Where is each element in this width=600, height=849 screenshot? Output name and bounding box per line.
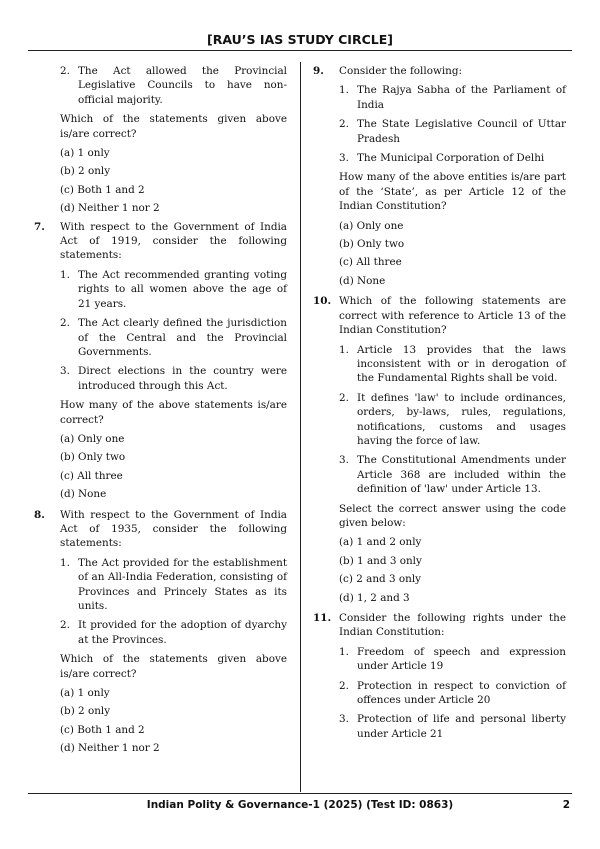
option-c: (c) Both 1 and 2 (60, 183, 145, 196)
statement-number: 1. (60, 556, 70, 569)
statement-text: Protection of life and personal liberty under Article 21 (357, 713, 566, 740)
option-a: (a) Only one (60, 432, 125, 445)
option-b: (b) Only two (339, 238, 405, 251)
question-text: Which of the following statements are correct with reference to Article 13 of the Indian Constitution? (339, 295, 566, 337)
statement-number: 2. (339, 391, 349, 404)
question-7 (34, 220, 287, 502)
statement (60, 556, 287, 614)
option-d: (d) None (339, 274, 386, 287)
question-prompt: How many of the above entities is/are part of the ‘State’, as per Article 12 of the Indian Constitution? (339, 171, 566, 213)
statement (60, 64, 287, 107)
option-b: (b) Only two (60, 451, 126, 464)
statement (60, 268, 287, 311)
statement-text: Article 13 provides that the laws inconsistent with or in derogation of the Fundamental Rights shall be void. (357, 343, 566, 385)
question-11 (313, 611, 566, 741)
statement-text: The Act recommended granting voting rights to all women above the age of 21 years. (78, 268, 287, 310)
question-prompt: How many of the above statements is/are correct? (60, 399, 287, 426)
left-column (34, 64, 287, 762)
option-b: (b) 1 and 3 only (339, 554, 422, 567)
question-prompt: Select the correct answer using the code given below: (339, 502, 566, 529)
statement-text: The Municipal Corporation of Delhi (357, 152, 545, 165)
option-a: (a) 1 only (60, 687, 110, 700)
option-d: (d) Neither 1 nor 2 (60, 202, 160, 215)
statement-text: The Rajya Sabha of the Parliament of India (357, 84, 566, 111)
statement-number: 2. (60, 65, 70, 77)
footer-rule (28, 793, 572, 794)
statement-number: 2. (339, 118, 349, 131)
statement-number: 1. (60, 268, 70, 281)
question-number: 8. (34, 508, 45, 521)
question-text: Consider the following rights under the Indian Constitution: (339, 612, 566, 639)
page-footer: Indian Polity & Governance-1 (2025) (Test ID: 0863) (146, 799, 454, 811)
statement-number: 1. (339, 343, 349, 356)
question-9 (313, 64, 566, 288)
statement-text: It provided for the adoption of dyarchy at the Provinces. (78, 619, 287, 646)
option-c: (c) Both 1 and 2 (60, 723, 145, 736)
question-prompt: Which of the statements given above is/are correct? (60, 113, 287, 140)
statement (339, 645, 566, 674)
question-10 (313, 294, 566, 605)
question-number: 10. (313, 295, 332, 308)
question-text: Consider the following: (339, 65, 463, 77)
header-rule (28, 50, 572, 51)
statement-number: 1. (339, 645, 349, 658)
page-header: [RAU’S IAS STUDY CIRCLE] (207, 32, 393, 47)
right-column (313, 64, 566, 747)
question-text: With respect to the Government of India Act of 1935, consider the following statements: (60, 508, 287, 550)
option-a: (a) 1 and 2 only (339, 536, 422, 549)
statement-number: 2. (60, 619, 70, 632)
statement (339, 679, 566, 708)
question-number: 9. (313, 65, 324, 77)
statement (339, 343, 566, 386)
option-c: (c) All three (60, 469, 123, 482)
statement-text: Protection in respect to conviction of offences under Article 20 (357, 679, 566, 707)
option-d: (d) None (60, 488, 107, 501)
statement (339, 117, 566, 146)
statement-number: 2. (60, 317, 70, 330)
statement (60, 618, 287, 647)
statement-text: The State Legislative Council of Uttar Pradesh (357, 118, 566, 145)
statement-number: 3. (339, 152, 349, 165)
question-8 (34, 508, 287, 756)
option-b: (b) 2 only (60, 705, 111, 718)
statement (60, 316, 287, 359)
statement (339, 151, 566, 165)
question-number: 11. (313, 612, 332, 624)
statement (339, 391, 566, 449)
statement-text: The Constitutional Amendments under Article 368 are included within the definition of 'law' under Article 13. (357, 454, 566, 496)
statement-number: 3. (60, 365, 70, 378)
statement-number: 2. (339, 679, 349, 692)
question-number: 7. (34, 220, 45, 233)
statement (339, 83, 566, 112)
page-number: 2 (562, 799, 570, 811)
option-a: (a) 1 only (60, 147, 110, 160)
statement-text: The Act allowed the Provincial Legislative Councils to have non-official majority. (78, 65, 287, 106)
question-prompt: Which of the statements given above is/are correct? (60, 653, 287, 680)
column-divider (300, 62, 301, 792)
statement-text: Freedom of speech and expression under Article 19 (357, 645, 566, 673)
statement (339, 712, 566, 741)
statement-text: The Act clearly defined the jurisdiction of the Central and the Provincial Governments. (78, 317, 287, 358)
statement (339, 453, 566, 496)
option-d: (d) 1, 2 and 3 (339, 591, 410, 604)
q6-continuation (34, 64, 287, 216)
statement-number: 1. (339, 84, 349, 97)
option-c: (c) 2 and 3 only (339, 573, 422, 586)
statement (60, 364, 287, 393)
statement-text: Direct elections in the country were introduced through this Act. (78, 365, 287, 392)
statement-number: 3. (339, 454, 349, 467)
statement-number: 3. (339, 713, 349, 726)
statement-text: It defines 'law' to include ordinances, orders, by-laws, rules, regulations, notifications, customs and usages having the force of law. (357, 391, 566, 447)
question-text: With respect to the Government of India Act of 1919, consider the following statements: (60, 220, 287, 262)
option-c: (c) All three (339, 256, 402, 269)
option-d: (d) Neither 1 nor 2 (60, 742, 160, 755)
option-b: (b) 2 only (60, 165, 111, 178)
statement-text: The Act provided for the establishment of an All-India Federation, consisting of Provinces and Princely States as its units. (78, 556, 287, 612)
option-a: (a) Only one (339, 219, 404, 232)
